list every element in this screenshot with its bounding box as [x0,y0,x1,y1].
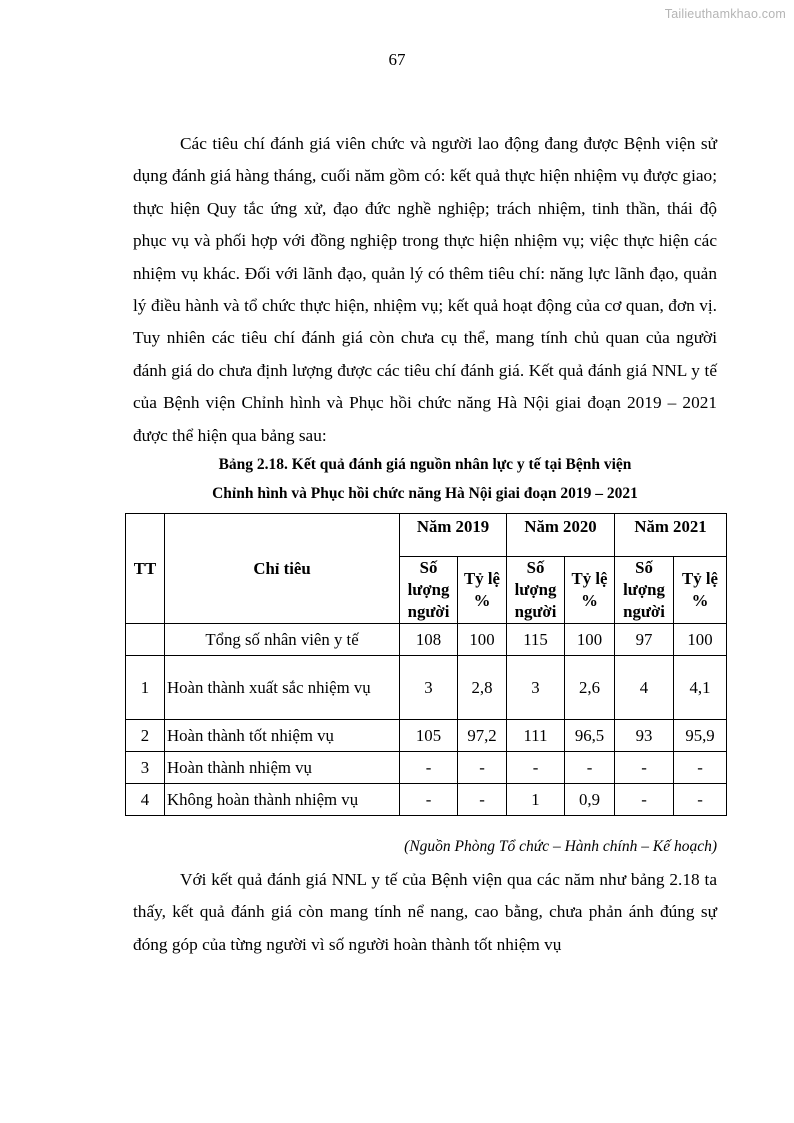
subheader-count-2021: Số lượng người [615,557,674,624]
cell-value: 95,9 [674,720,727,752]
cell-value: 96,5 [565,720,615,752]
table-row [126,656,727,720]
row-tt: 3 [126,752,165,784]
subheader-rate-2020: Tỷ lệ % [565,557,615,624]
table-header-row [126,514,727,557]
page-number: 67 [388,50,406,69]
table-row [126,624,727,656]
row-tt: 4 [126,784,165,816]
cell-value: 100 [458,624,507,656]
cell-value: 97 [615,624,674,656]
header-year-2020: Năm 2020 [507,514,615,557]
cell-value: 105 [400,720,458,752]
cell-value: 2,6 [565,656,615,720]
header-criteria: Chỉ tiêu [165,514,400,624]
cell-value: 4 [615,656,674,720]
row-label: Hoàn thành nhiệm vụ [165,752,400,784]
subheader-count-2019: Số lượng người [400,557,458,624]
row-label: Không hoàn thành nhiệm vụ [165,784,400,816]
paragraph-analysis: Với kết quả đánh giá NNL y tế của Bệnh viện qua các năm như bảng 2.18 ta thấy, kết quả đánh giá còn mang tính nể nang, cao bằng, chưa phản ánh đúng sự đóng góp của từng người vì số người hoàn thành tốt nhiệm vụ [133,870,717,954]
subheader-count-2020: Số lượng người [507,557,565,624]
cell-value: - [615,752,674,784]
cell-value: - [458,752,507,784]
cell-value: 2,8 [458,656,507,720]
cell-value: - [400,752,458,784]
cell-value: - [458,784,507,816]
cell-value: 108 [400,624,458,656]
cell-value: - [507,752,565,784]
cell-value: 93 [615,720,674,752]
row-label: Hoàn thành tốt nhiệm vụ [165,720,400,752]
row-tt: 2 [126,720,165,752]
table-caption-line-2: Chỉnh hình và Phục hồi chức năng Hà Nội giai đoạn 2019 – 2021 [212,485,638,502]
cell-value: 4,1 [674,656,727,720]
header-year-2021: Năm 2021 [615,514,727,557]
watermark: Tailieuthamkhao.com [664,7,786,21]
cell-value: - [674,784,727,816]
row-tt: 1 [126,656,165,720]
cell-value: - [565,752,615,784]
cell-value: - [400,784,458,816]
subheader-rate-2019: Tỷ lệ % [458,557,507,624]
row-label: Tổng số nhân viên y tế [165,624,400,656]
paragraph-intro: Các tiêu chí đánh giá viên chức và người lao động đang được Bệnh viện sử dụng đánh giá hàng tháng, cuối năm gồm có: kết quả thực hiện nhiệm vụ được giao; thực hiện Quy tắc ứng xử, đạo đức nghề nghiệp; trách nhiệm, tinh thần, thái độ phục vụ và phối hợp với đồng nghiệp trong thực hiện nhiệm vụ; việc thực hiện các nhiệm vụ khác. Đối với lãnh đạo, quản lý có thêm tiêu chí: năng lực lãnh đạo, quản lý điều hành và tổ chức thực hiện, nhiệm vụ; kết quả hoạt động của cơ quan, đơn vị. Tuy nhiên các tiêu chí đánh giá còn chưa cụ thể, mang tính chủ quan của người đánh giá do chưa định lượng được các tiêu chí đánh giá. Kết quả đánh giá NNL y tế của Bệnh viện Chỉnh hình và Phục hồi chức năng Hà Nội giai đoạn 2019 – 2021 được thể hiện qua bảng sau: [133,134,717,445]
row-label: Hoàn thành xuất sắc nhiệm vụ [165,656,400,720]
table-row [126,784,727,816]
cell-value: 0,9 [565,784,615,816]
cell-value: - [615,784,674,816]
cell-value: 3 [507,656,565,720]
header-year-2019: Năm 2019 [400,514,507,557]
cell-value: 1 [507,784,565,816]
subheader-rate-2021: Tỷ lệ % [674,557,727,624]
row-tt [126,624,165,656]
cell-value: - [674,752,727,784]
cell-value: 115 [507,624,565,656]
cell-value: 100 [565,624,615,656]
table-row [126,720,727,752]
evaluation-results-table [125,513,727,816]
cell-value: 100 [674,624,727,656]
table-row [126,752,727,784]
cell-value: 111 [507,720,565,752]
header-tt: TT [126,514,165,624]
table-source-note: (Nguồn Phòng Tổ chức – Hành chính – Kế hoạch) [404,838,717,855]
table-caption-line-1: Bảng 2.18. Kết quả đánh giá nguồn nhân lực y tế tại Bệnh viện [218,456,632,473]
cell-value: 3 [400,656,458,720]
cell-value: 97,2 [458,720,507,752]
